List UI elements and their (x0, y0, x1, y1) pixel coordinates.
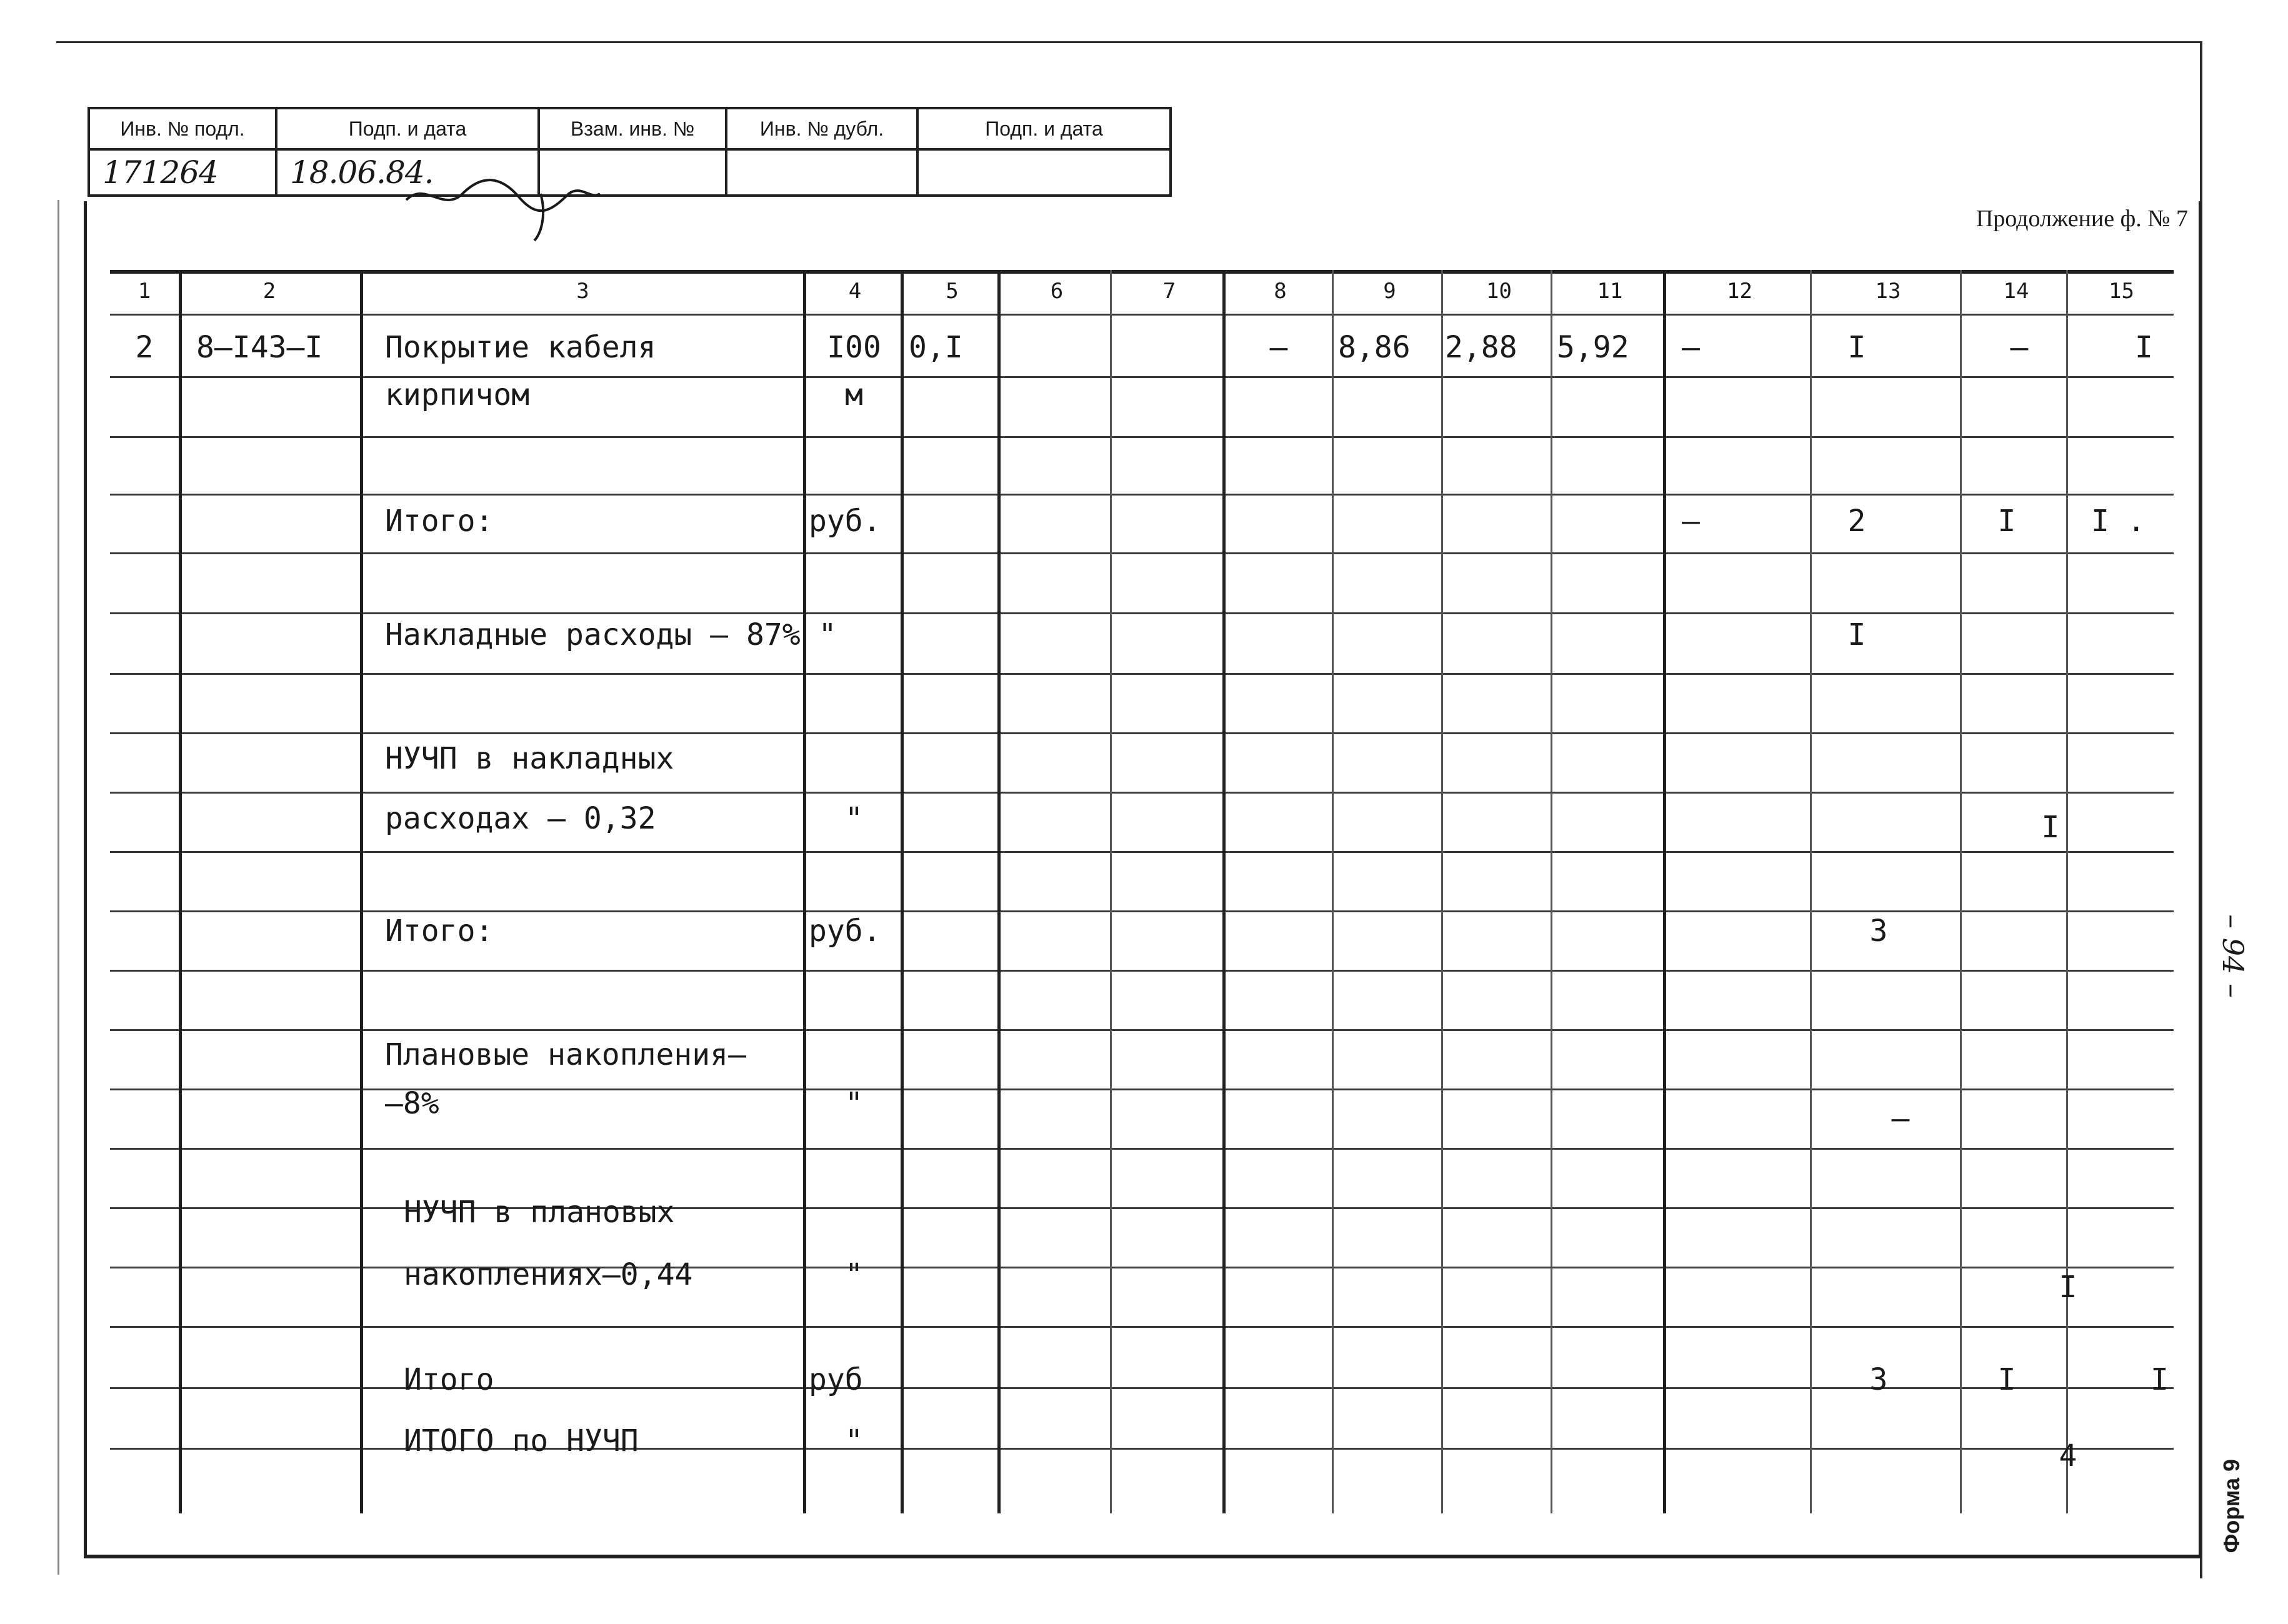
sheet-top-edge (56, 41, 2201, 43)
item-col5: 0,I (909, 330, 963, 365)
item-unit-line2: м (845, 377, 863, 412)
overhead-label: Накладные расходы – 87% " (385, 617, 837, 652)
total2-col13: 3 (1869, 914, 1888, 949)
planned-line2: –8% (385, 1086, 439, 1121)
col-rule (1663, 270, 1666, 1513)
col-num-12: 12 (1727, 279, 1752, 304)
col-num-5: 5 (946, 279, 959, 304)
row-rule (110, 851, 2174, 853)
total1-col14: I (1997, 504, 2016, 539)
total1-col15: I . (2091, 504, 2146, 539)
row-rule (110, 732, 2174, 734)
form-label-text: Форма 9 (2219, 1458, 2244, 1553)
form-label (2210, 1431, 2254, 1581)
row-rule (110, 612, 2174, 614)
item-unit-line1: I00 (827, 330, 881, 365)
total3-col15: I (2151, 1362, 2169, 1397)
nuchp-overhead-unit: " (845, 801, 863, 836)
item-col10: 2,88 (1445, 330, 1517, 365)
col-num-10: 10 (1486, 279, 1512, 304)
nuchp-overhead-line2: расходах – 0,32 (385, 801, 656, 836)
planned-col13: – (1891, 1101, 1910, 1136)
nuchp-planned-line1: НУЧП в плановых (404, 1195, 675, 1230)
item-col13: I (1847, 330, 1866, 365)
col-rule (1222, 270, 1226, 1513)
col-rule (360, 270, 363, 1513)
nuchp-planned-col14: I (2059, 1270, 2077, 1305)
overhead-col13: I (1847, 617, 1866, 652)
total1-label: Итого: (385, 504, 494, 539)
row-rule (110, 1326, 2174, 1328)
col-num-14: 14 (2003, 279, 2029, 304)
total1-col12: – (1682, 504, 1700, 539)
stamp-header-replace-inv: Взам. инв. № (540, 109, 727, 151)
col-rule (179, 270, 182, 1513)
row-rule (110, 494, 2174, 496)
col-num-15: 15 (2109, 279, 2134, 304)
stamp-inv-orig-value: 171264 (90, 151, 277, 194)
row-rule (110, 552, 2174, 554)
col-rule (2066, 270, 2068, 1513)
col-rule (1441, 270, 1443, 1513)
row-rule (110, 970, 2174, 972)
total1-unit: руб. (809, 504, 881, 539)
page-number (2211, 894, 2255, 1019)
col-num-6: 6 (1050, 279, 1064, 304)
col-num-4: 4 (848, 279, 862, 304)
item-code: 8–I43–I (196, 330, 323, 365)
total-nuchp-col14: 4 (2059, 1438, 2077, 1473)
planned-unit: " (845, 1086, 863, 1121)
item-col12: – (1682, 330, 1700, 365)
col-rule (1110, 270, 1112, 1513)
row-rule (110, 436, 2174, 438)
total1-col13: 2 (1847, 504, 1866, 539)
title-stamp (87, 107, 1172, 197)
stamp-sign-date-value: 18.06.84. (277, 151, 540, 194)
row-rule (110, 1148, 2174, 1150)
col-rule (1810, 270, 1812, 1513)
sheet-left-edge (57, 200, 59, 1575)
item-name-line2: кирпичом (385, 377, 530, 412)
item-col14: – (2010, 330, 2029, 365)
col-rule (901, 270, 904, 1513)
page-number-text: – 94 – (2216, 914, 2250, 998)
total2-unit: руб. (809, 914, 881, 949)
row-rule (110, 1029, 2174, 1031)
planned-line1: Плановые накопления– (385, 1037, 746, 1072)
col-num-9: 9 (1383, 279, 1396, 304)
stamp-inv-dup-value (727, 151, 919, 194)
total3-col14: I (1997, 1362, 2016, 1397)
col-num-7: 7 (1162, 279, 1176, 304)
col-rule (997, 270, 1001, 1513)
col-num-8: 8 (1274, 279, 1287, 304)
item-name-line1: Покрытие кабеля (385, 330, 656, 365)
total3-unit: руб (809, 1362, 863, 1397)
item-col11: 5,92 (1557, 330, 1629, 365)
col-num-11: 11 (1597, 279, 1623, 304)
estimate-table (110, 270, 2174, 1513)
nuchp-overhead-line1: НУЧП в накладных (385, 741, 674, 776)
col-rule (1960, 270, 1962, 1513)
continuation-label: Продолжение ф. № 7 (1976, 206, 2188, 232)
stamp-sign-date-2-value (919, 151, 1169, 194)
total3-col13: 3 (1869, 1362, 1888, 1397)
item-col8: – (1269, 330, 1288, 365)
table-top-rule (110, 270, 2174, 274)
stamp-header-inv-dup: Инв. № дубл. (727, 109, 919, 151)
nuchp-overhead-col14: I (2041, 810, 2060, 845)
col-num-1: 1 (137, 279, 151, 304)
nuchp-planned-unit: " (845, 1257, 863, 1292)
item-number: 2 (135, 330, 154, 365)
item-col9: 8,86 (1338, 330, 1411, 365)
stamp-header-sign-date: Подп. и дата (277, 109, 540, 151)
stamp-header-sign-date-2: Подп. и дата (919, 109, 1169, 151)
row-rule (110, 314, 2174, 316)
total-nuchp-label: ИТОГО по НУЧП (404, 1423, 639, 1458)
col-rule (1332, 270, 1334, 1513)
total3-label: Итого (404, 1362, 494, 1397)
total2-label: Итого: (385, 914, 494, 949)
stamp-header-inv-orig: Инв. № подл. (90, 109, 277, 151)
col-num-13: 13 (1875, 279, 1901, 304)
total-nuchp-unit: " (845, 1423, 863, 1458)
col-num-3: 3 (576, 279, 589, 304)
col-rule (803, 270, 806, 1513)
row-rule (110, 792, 2174, 794)
row-rule (110, 910, 2174, 912)
row-rule (110, 673, 2174, 675)
item-col15: I (2135, 330, 2153, 365)
col-num-2: 2 (262, 279, 276, 304)
col-rule (1551, 270, 1552, 1513)
nuchp-planned-line2: накоплениях–0,44 (404, 1257, 693, 1292)
